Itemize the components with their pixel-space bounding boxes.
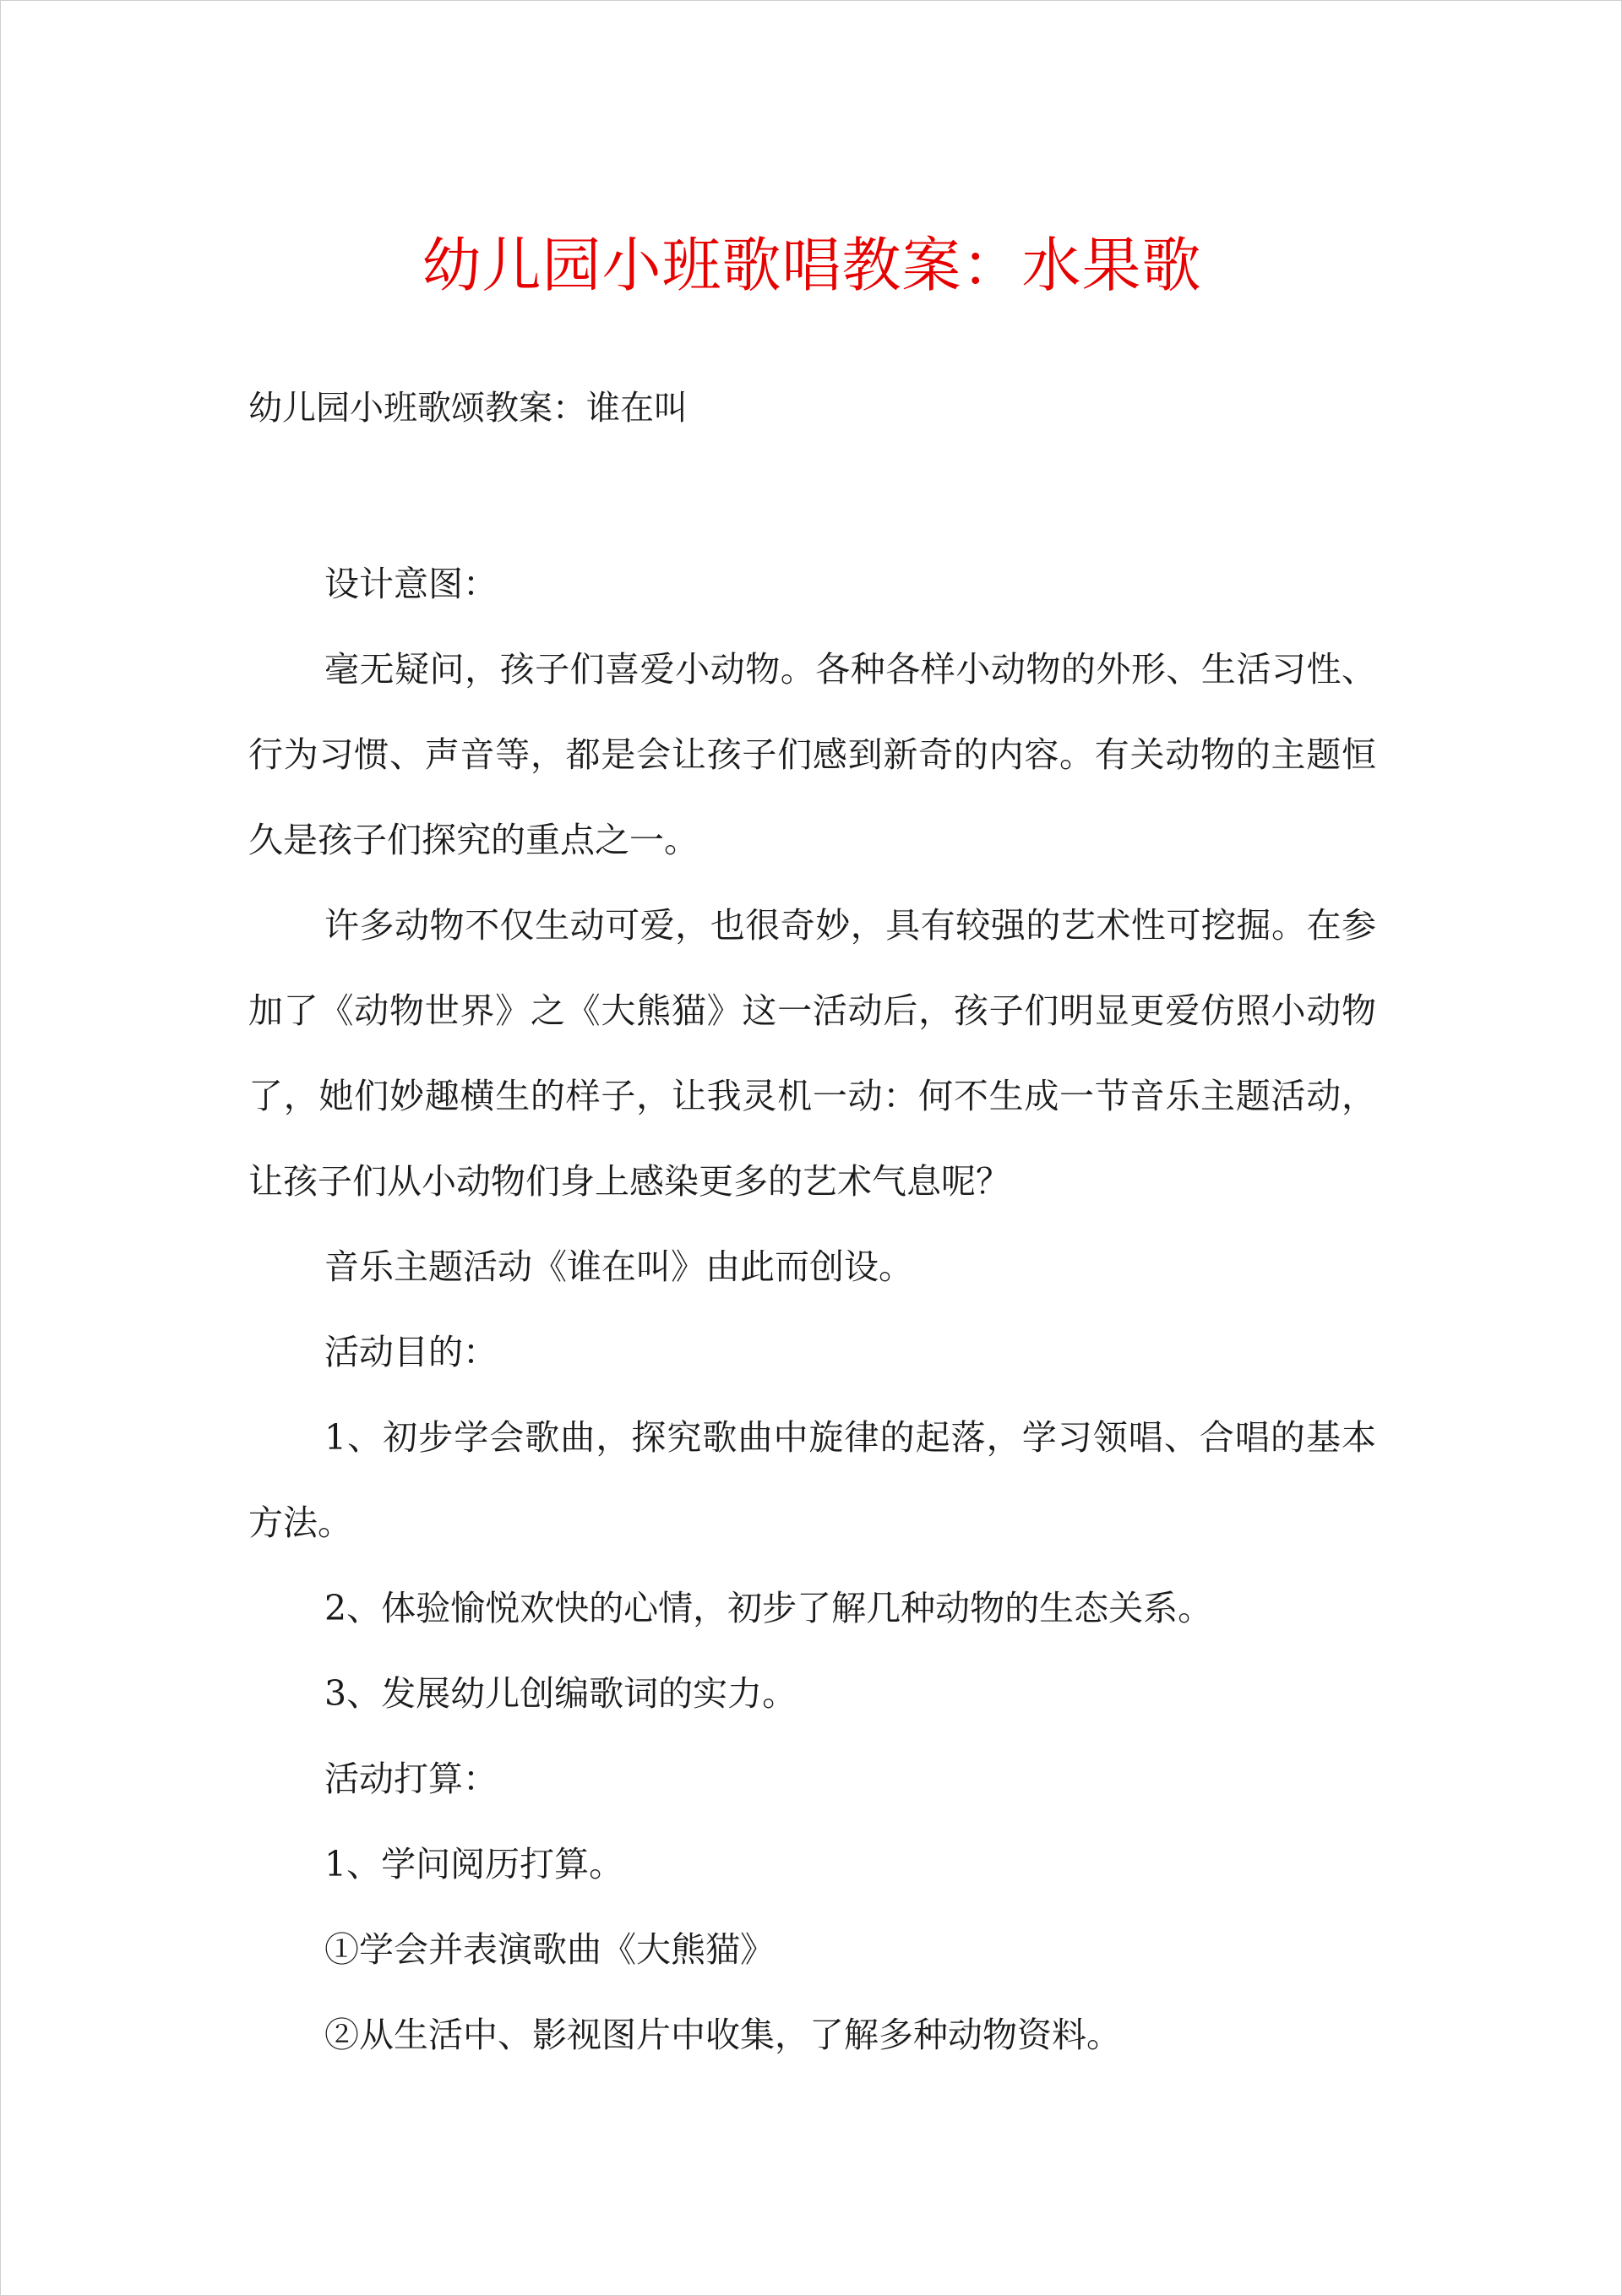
paragraph-goal-2: 2、体验愉悦欢快的心情，初步了解几种动物的生态关系。	[324, 1588, 1213, 1628]
paragraph-prep-1: 1、学问阅历打算。	[324, 1844, 624, 1884]
paragraph-prep-1b: ②从生活中、影视图片中收集，了解多种动物资料。	[324, 2015, 1121, 2055]
paragraph-goal-3: 3、发展幼儿创编歌词的实力。	[324, 1673, 797, 1714]
document-subtitle: 幼儿园小班歌颂教案：谁在叫	[248, 389, 688, 428]
paragraph-design-intent-1: 毫无疑问，孩子们喜爱小动物。各种各样小动物的外形、生活习性、行为习惯、声音等，都是会让孩子们感到新奇的内容。有关动物的主题恒久是孩子们探究的重点之一。	[248, 649, 1376, 860]
paragraph-design-intent-3: 音乐主题活动《谁在叫》由此而创设。	[324, 1246, 913, 1287]
paragraph-design-intent-heading: 设计意图：	[324, 564, 498, 604]
document-body	[248, 542, 1376, 2078]
paragraph-prep-1a: ①学会并表演歌曲《大熊猫》	[324, 1929, 775, 1970]
paragraph-goals-heading: 活动目的：	[324, 1332, 498, 1372]
document-title: 幼儿园小班歌唱教案：水果歌	[422, 231, 1202, 300]
paragraph-goal-1: 1、初步学会歌曲，探究歌曲中旋律的起落，学习领唱、合唱的基本方法。	[248, 1417, 1376, 1543]
paragraph-design-intent-2: 许多动物不仅生动可爱，也很奇妙，具有较强的艺术性可挖掘。在参加了《动物世界》之《大熊猫》这一活动后，孩子们明显更爱仿照小动物了，她们妙趣横生的样子，让我灵机一动：何不生成一节音乐主题活动，让孩子们从小动物们身上感染更多的艺术气息呢？	[248, 905, 1376, 1202]
paragraph-prep-heading: 活动打算：	[324, 1759, 498, 1799]
